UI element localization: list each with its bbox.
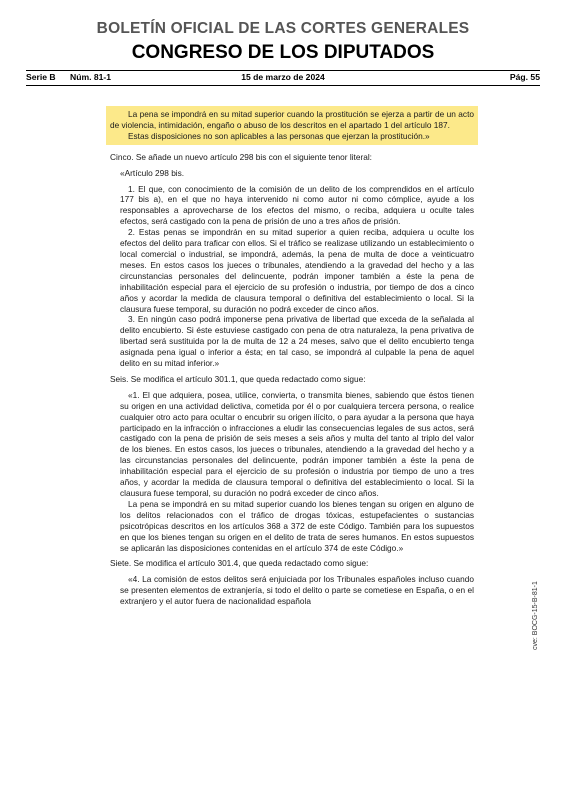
cve-code: cve: BOCG-15-B-81-1: [532, 581, 539, 650]
quoted-article: [110, 390, 474, 554]
series-label: Serie B: [26, 72, 56, 82]
date-label: 15 de marzo de 2024: [241, 72, 325, 82]
document-body: [110, 106, 474, 612]
article-paragraph: 2. Estas penas se impondrán en su mitad superior a quien reciba, adquiera u oculte los efectos del delito para traficar con ellos. Si el tráfico se realizase utilizando un establecimiento o local comercial o industrial, se impondrá, además, la pena de multa de doce a veinticuatro meses. En estos casos los jueces o tribunales, atendiendo a la gravedad del hecho y a las circunstancias personales del delincuente, podrán imponer también a éste la pena de inhabilitación especial para el ejercicio de su profesión o industria, por tiempo de dos a cinco años y acordar la medida de clausura temporal o definitiva del establecimiento o local. Si la clausura fuese temporal, su duración no podrá exceder de cinco años.: [120, 227, 474, 314]
highlighted-passage: [106, 106, 478, 145]
header-rule-top: [26, 70, 540, 71]
highlight-paragraph: Estas disposiciones no son aplicables a las personas que ejerzan la prostitución.»: [128, 130, 430, 141]
section-intro: Siete. Se modifica el artículo 301.4, que queda redactado como sigue:: [110, 558, 369, 569]
number-label: Núm. 81-1: [70, 72, 112, 82]
header-meta: [26, 72, 540, 85]
article-paragraph: La pena se impondrá en su mitad superior cuando los bienes tengan su origen en alguno de los delitos relacionados con el tráfico de drogas tóxicas, estupefacientes o sustancias psicotrópicas descritos en los artículos 368 a 372 de este Código. También para los supuestos en que los bienes tengan su origen en el delito de trata de seres humanos. En estos supuestos se aplicarán las disposiciones contenidas en el artículo 374 de este Código.»: [120, 498, 474, 553]
bulletin-title: BOLETÍN OFICIAL DE LAS CORTES GENERALES: [96, 20, 470, 37]
page-number: Pág. 55: [509, 72, 540, 82]
quoted-article: [110, 168, 474, 369]
header-rule-bottom: [26, 85, 540, 86]
article-paragraph: «1. El que adquiera, posea, utilice, convierta, o transmita bienes, sabiendo que éstos tienen su origen en una actividad delictiva, cometida por él o por cualquiera tercera persona, o realice cualquier otro acto para ocultar o encubrir su origen ilícito, o para ayudar a la persona que haya participado en la infracción o infracciones a eludir las consecuencias legales de sus actos, será castigado con la pena de prisión de seis meses a seis años y multa del tanto al triplo del valor de los bienes. En estos casos, los jueces o tribunales, atendiendo a la gravedad del hecho y a las circunstancias personales del delincuente, podrán imponer también a éste la pena de inhabilitación especial para el ejercicio de su profesión o industria por tiempo de uno a tres años, y acordar la medida de clausura temporal o definitiva del establecimiento o local. Si la clausura fuese temporal, su duración no podrá exceder de cinco años.: [120, 389, 474, 498]
article-paragraph: 3. En ningún caso podrá imponerse pena privativa de libertad que exceda de la señalada al delito encubierto. Si éste estuviese castigado con pena de otra naturaleza, la pena privativa de libertad será sustituida por la de multa de 12 a 24 meses, salvo que el delito encubierto tenga asignada pena igual o inferior a ésta; en tal caso, se impondrá al culpable la pena de aquel delito en su mitad inferior.»: [120, 314, 474, 369]
quoted-article: [110, 574, 474, 607]
section-intro: Cinco. Se añade un nuevo artículo 298 bis con el siguiente tenor literal:: [110, 151, 372, 162]
article-paragraph: «4. La comisión de estos delitos será enjuiciada por los Tribunales españoles incluso cuando se presenten elementos de extranjería, si todo el delito o parte se cometiese en España, o en el extranjero y el autor fuera de nacionalidad española: [120, 574, 474, 607]
highlight-paragraph: La pena se impondrá en su mitad superior cuando la prostitución se ejerza a partir de un acto de violencia, intimidación, engaño o abuso de los descritos en el apartado 1 del artículo 187.: [110, 109, 474, 130]
section-intro: Seis. Se modifica el artículo 301.1, que queda redactado como sigue:: [110, 373, 366, 384]
article-title: «Artículo 298 bis.: [120, 167, 185, 178]
article-paragraph: 1. El que, con conocimiento de la comisión de un delito de los comprendidos en el artículo 177 bis a), en el que no haya intervenido ni como autor ni como cómplice, ayude a los responsables a aprovecharse de los efectos del mismo, o reciba, adquiera u oculte tales efectos, será castigado con la pena de prisión de uno a tres años de prisión.: [120, 183, 474, 227]
chamber-title: CONGRESO DE LOS DIPUTADOS: [131, 42, 435, 63]
